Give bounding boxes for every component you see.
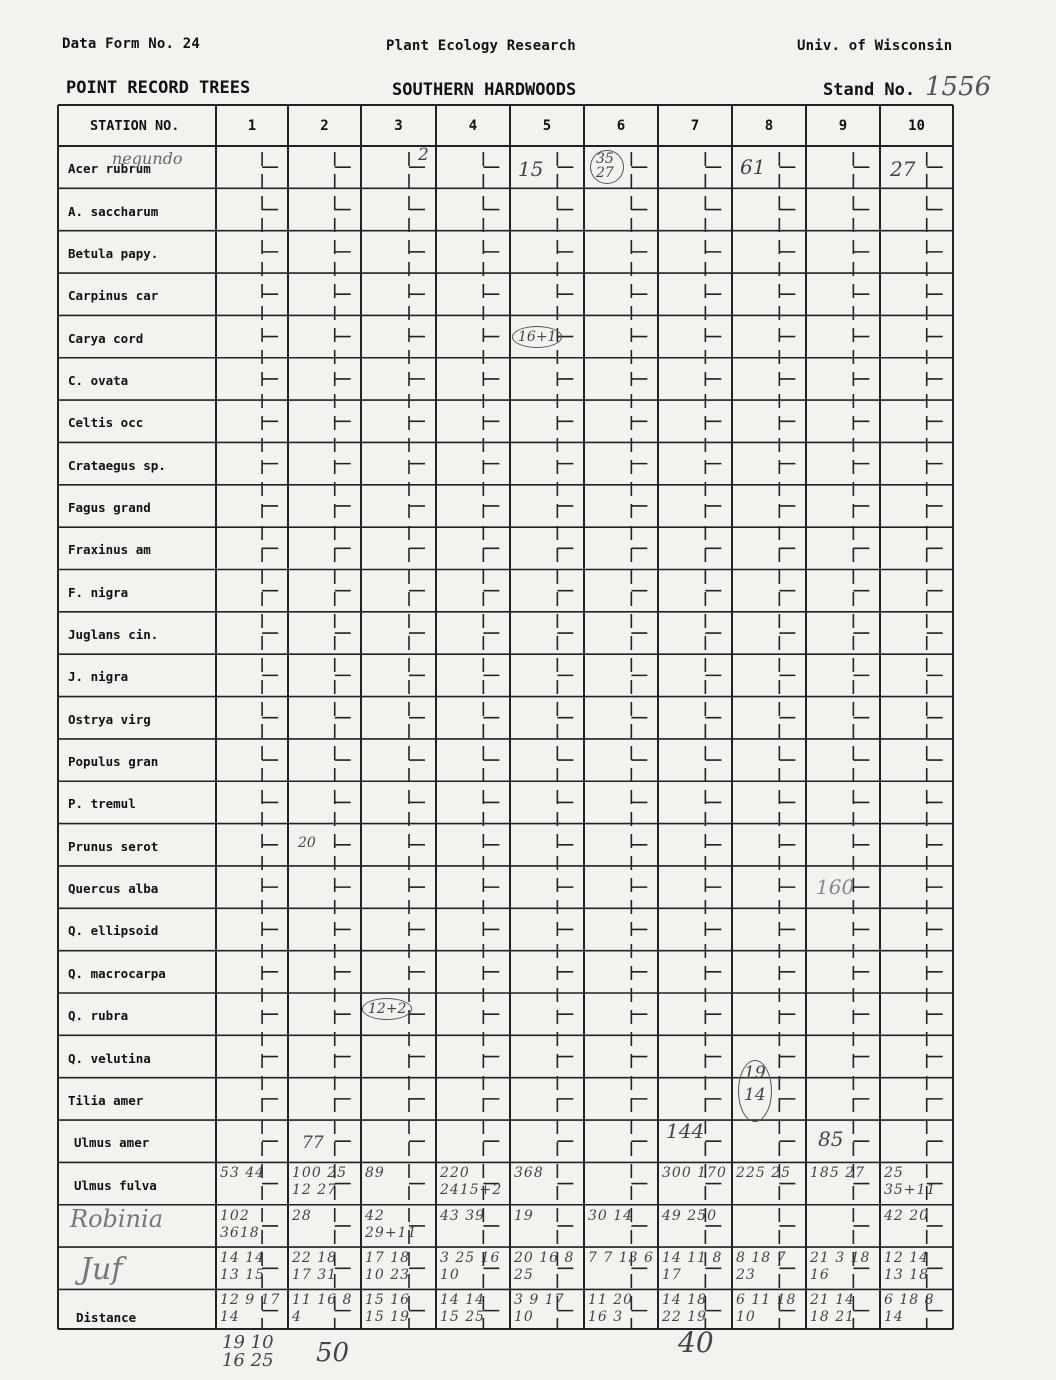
species-label: C. ovata [68,372,129,388]
robinia_values-value: 102 3618 [220,1207,260,1241]
juf-label: Juf [80,1252,123,1287]
species-label: Carya cord [68,330,144,346]
station-number-7: 7 [690,118,700,134]
station-number-10: 10 [908,118,925,134]
juf_values-value: 21 3 18 16 [810,1250,871,1284]
ulmus-amer-st2: 77 [302,1133,324,1153]
station-number-6: 6 [616,118,626,134]
institution-right: Univ. of Wisconsin [797,38,953,54]
distance_values-value: 15 16 15 19 [365,1292,411,1326]
acer-value-st5: 15 [518,157,544,181]
ulmus-amer-st9: 85 [818,1127,844,1151]
ulmus_fulva_values-value: 220 2415+2 [440,1165,503,1199]
stand-value: 1556 [925,72,992,102]
species-label: Prunus serot [68,838,159,854]
juf_values-value: 20 16 8 25 [514,1250,575,1284]
species-label: Q. velutina [68,1050,151,1066]
below-note-4: 40 [678,1326,714,1359]
record-title: POINT RECORD TREES [66,78,251,98]
ulmus_fulva_values-value: 300 170 [662,1165,727,1182]
species-label: J. nigra [68,669,129,685]
species-label: Betula papy. [68,245,159,261]
robinia_values-value: 43 39 [440,1207,486,1224]
robinia-label: Robinia [70,1205,163,1233]
ulmus_fulva_values-value: 100 25 12 27 [292,1165,347,1199]
distance_values-value: 12 9 17 14 [220,1292,281,1326]
distance_values-value: 11 16 8 4 [292,1292,353,1326]
species-label: Fraxinus am [68,542,151,558]
ulmus_fulva_values-value: 53 44 [220,1165,266,1182]
tilia-value: 19 14 [738,1060,772,1122]
robinia_values-value: 42 20 [884,1207,930,1224]
species-label: Quercus alba [68,881,159,897]
acer-handwritten-note: negundo [112,149,183,168]
distance_values-value: 21 14 18 21 [810,1292,856,1326]
carya-value-st5: 16+1 [512,326,562,348]
ulmus_fulva_values-value: 185 27 [810,1165,865,1182]
species-label: Q. macrocarpa [68,965,166,981]
species-label: Q. rubra [68,1008,129,1024]
stand-label: Stand No. [823,80,916,100]
species-label: A. saccharum [68,203,159,219]
juf_values-value: 8 18 7 23 [736,1250,787,1284]
distance_values-value: 11 20 16 3 [588,1292,634,1326]
institution-center: Plant Ecology Research [386,38,576,54]
robinia_values-value: 30 14 [588,1207,634,1224]
prunus-value: 20 [298,835,316,851]
robinia_values-value: 49 250 [662,1207,717,1224]
ulmus-amer-st7: 144 [666,1119,705,1143]
ulmus_fulva_values-value: 368 [514,1165,544,1182]
distance_values-value: 14 14 15 25 [440,1292,486,1326]
station-header: STATION NO. [90,118,180,134]
acer-value-st10: 27 [890,157,916,181]
station-number-8: 8 [764,118,774,134]
species-label: Acer rubrum [68,161,151,177]
station-number-3: 3 [394,118,403,134]
ulmus_fulva_values-value: 89 [365,1165,385,1182]
below-note-2: 16 25 [222,1350,274,1371]
q-rubra-value: 12+2 [362,998,412,1020]
species-label: P. tremul [68,796,136,812]
distance_values-value: 3 9 17 10 [514,1292,565,1326]
distance_values-value: 14 18 22 19 [662,1292,708,1326]
species-label: Ulmus amer [74,1135,150,1151]
ulmus_fulva_values-value: 225 25 [736,1165,791,1182]
species-label: Carpinus car [68,288,159,304]
species-label: Q. ellipsoid [68,923,159,939]
juf_values-value: 3 25 16 10 [440,1250,501,1284]
distance-label: Distance [76,1310,137,1325]
quercus-alba-value: 160 [816,875,855,899]
species-label: Tilia amer [68,1092,144,1108]
station-number-9: 9 [838,118,848,134]
station-number-4: 4 [468,118,478,134]
juf_values-value: 14 14 13 15 [220,1250,266,1284]
species-label: Populus gran [68,754,159,770]
species-label: Ostrya virg [68,711,151,727]
robinia_values-value: 19 [514,1207,534,1224]
acer-value-st3: 2 [418,145,429,165]
juf_values-value: 14 11 8 17 [662,1250,723,1284]
juf_values-value: 7 7 13 6 [588,1250,654,1267]
station-number-5: 5 [542,118,552,134]
species-label: Crataegus sp. [68,457,166,473]
forest-type: SOUTHERN HARDWOODS [392,80,577,100]
species-label: Juglans cin. [68,627,159,643]
robinia_values-value: 28 [292,1207,312,1224]
station-number-1: 1 [247,118,257,134]
below-note-1: 19 10 [222,1332,274,1353]
ulmus_fulva_values-value: 25 35+11 [884,1165,937,1199]
species-label: Celtis occ [68,415,144,431]
robinia_values-value: 42 29+11 [365,1207,418,1241]
juf_values-value: 22 18 17 31 [292,1250,338,1284]
acer-value-st6: 35 27 [590,150,624,184]
station-number-2: 2 [320,118,329,134]
species-label: Ulmus fulva [74,1177,157,1193]
distance_values-value: 6 18 8 14 [884,1292,935,1326]
form-number: Data Form No. 24 [62,36,201,52]
juf_values-value: 12 14 13 18 [884,1250,930,1284]
distance_values-value: 6 11 18 10 [736,1292,797,1326]
acer-value-st8: 61 [740,155,766,179]
species-label: F. nigra [68,584,129,600]
below-note-3: 50 [316,1338,350,1368]
juf_values-value: 17 18 10 23 [365,1250,411,1284]
species-label: Fagus grand [68,499,151,515]
